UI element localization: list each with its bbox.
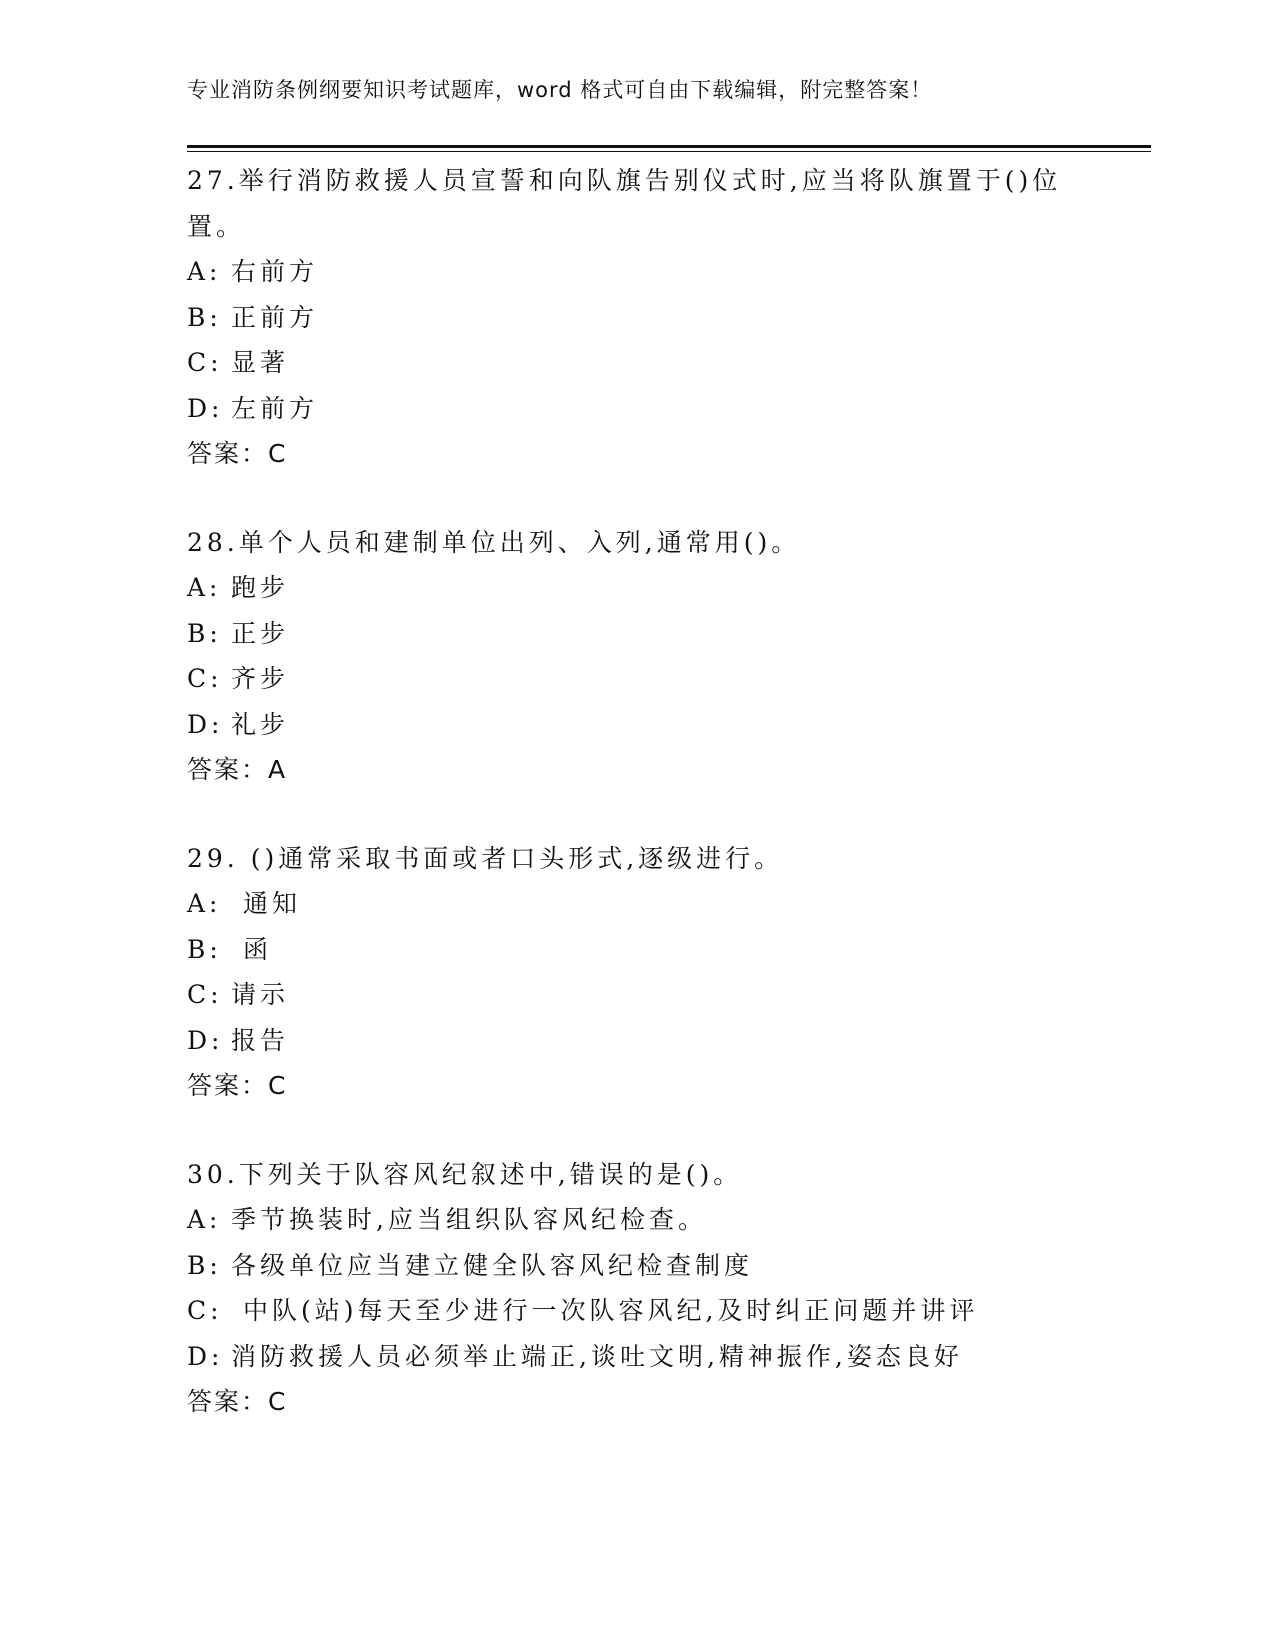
question-stem: 29. ()通常采取书面或者口头形式,逐级进行。 [187,843,784,873]
option-d [187,1334,1067,1380]
option-key: A: [187,573,222,602]
option-c [187,656,1067,702]
question-27 [187,158,1067,477]
option-key: B: [187,1250,222,1280]
answer: 答案：C [187,1387,288,1416]
option-key: B: [187,618,222,648]
answer: 答案：C [187,439,288,468]
answer: 答案：C [187,1071,288,1100]
option-text: 齐步 [231,664,290,693]
question-stem: 27.举行消防救援人员宣誓和向队旗告别仪式时,应当将队旗置于()位置。 [187,166,1062,241]
option-text: 各级单位应当建立健全队容风纪检查制度 [231,1250,754,1280]
option-text: 右前方 [231,257,319,286]
option-key: C: [187,664,223,693]
option-c [187,340,1067,386]
option-b [187,295,1067,341]
option-key: D: [187,709,224,739]
option-text: 跑步 [231,573,290,602]
option-key: C: [187,348,223,377]
option-key: D: [187,1341,224,1371]
question-stem: 30.下列关于队容风纪叙述中,错误的是()。 [187,1159,743,1189]
option-c [187,972,1067,1018]
option-d [187,702,1067,748]
option-d [187,386,1067,432]
question-list [187,158,1067,1468]
option-text: 请示 [231,980,290,1009]
option-d [187,1018,1067,1064]
question-29 [187,836,1067,1109]
option-text: 正步 [231,618,290,648]
option-text: 礼步 [231,709,290,739]
option-key: B: [187,302,222,332]
option-text: 正前方 [231,302,319,332]
answer: 答案：A [187,755,288,784]
option-text: 通知 [231,889,301,918]
option-text: 中队(站)每天至少进行一次队容风纪,及时纠正问题并讲评 [231,1296,979,1325]
page-header: 专业消防条例纲要知识考试题库，word 格式可自由下载编辑，附完整答案！ [187,78,933,102]
question-30 [187,1152,1067,1425]
option-b [187,611,1067,657]
option-text: 左前方 [231,393,319,423]
option-a [187,881,1067,927]
header-rule-thick [187,145,1151,148]
option-text: 报告 [231,1025,290,1055]
option-text: 消防救援人员必须举止端正,谈吐文明,精神振作,姿态良好 [231,1341,963,1371]
option-b [187,1243,1067,1289]
option-key: C: [187,1296,223,1325]
option-key: B: [187,934,222,964]
option-text: 函 [231,934,272,964]
option-key: A: [187,1205,222,1234]
option-key: D: [187,1025,224,1055]
option-key: C: [187,980,223,1009]
option-key: A: [187,257,222,286]
option-key: D: [187,393,224,423]
option-c [187,1288,1067,1334]
option-text: 显著 [231,348,290,377]
option-text: 季节换装时,应当组织队容风纪检查。 [231,1205,707,1234]
option-key: A: [187,889,222,918]
question-28 [187,520,1067,793]
option-a [187,565,1067,611]
option-a [187,1197,1067,1243]
question-stem: 28.单个人员和建制单位出列、入列,通常用()。 [187,527,801,557]
option-b [187,927,1067,973]
header-rule-thin [187,151,1151,152]
option-a [187,249,1067,295]
